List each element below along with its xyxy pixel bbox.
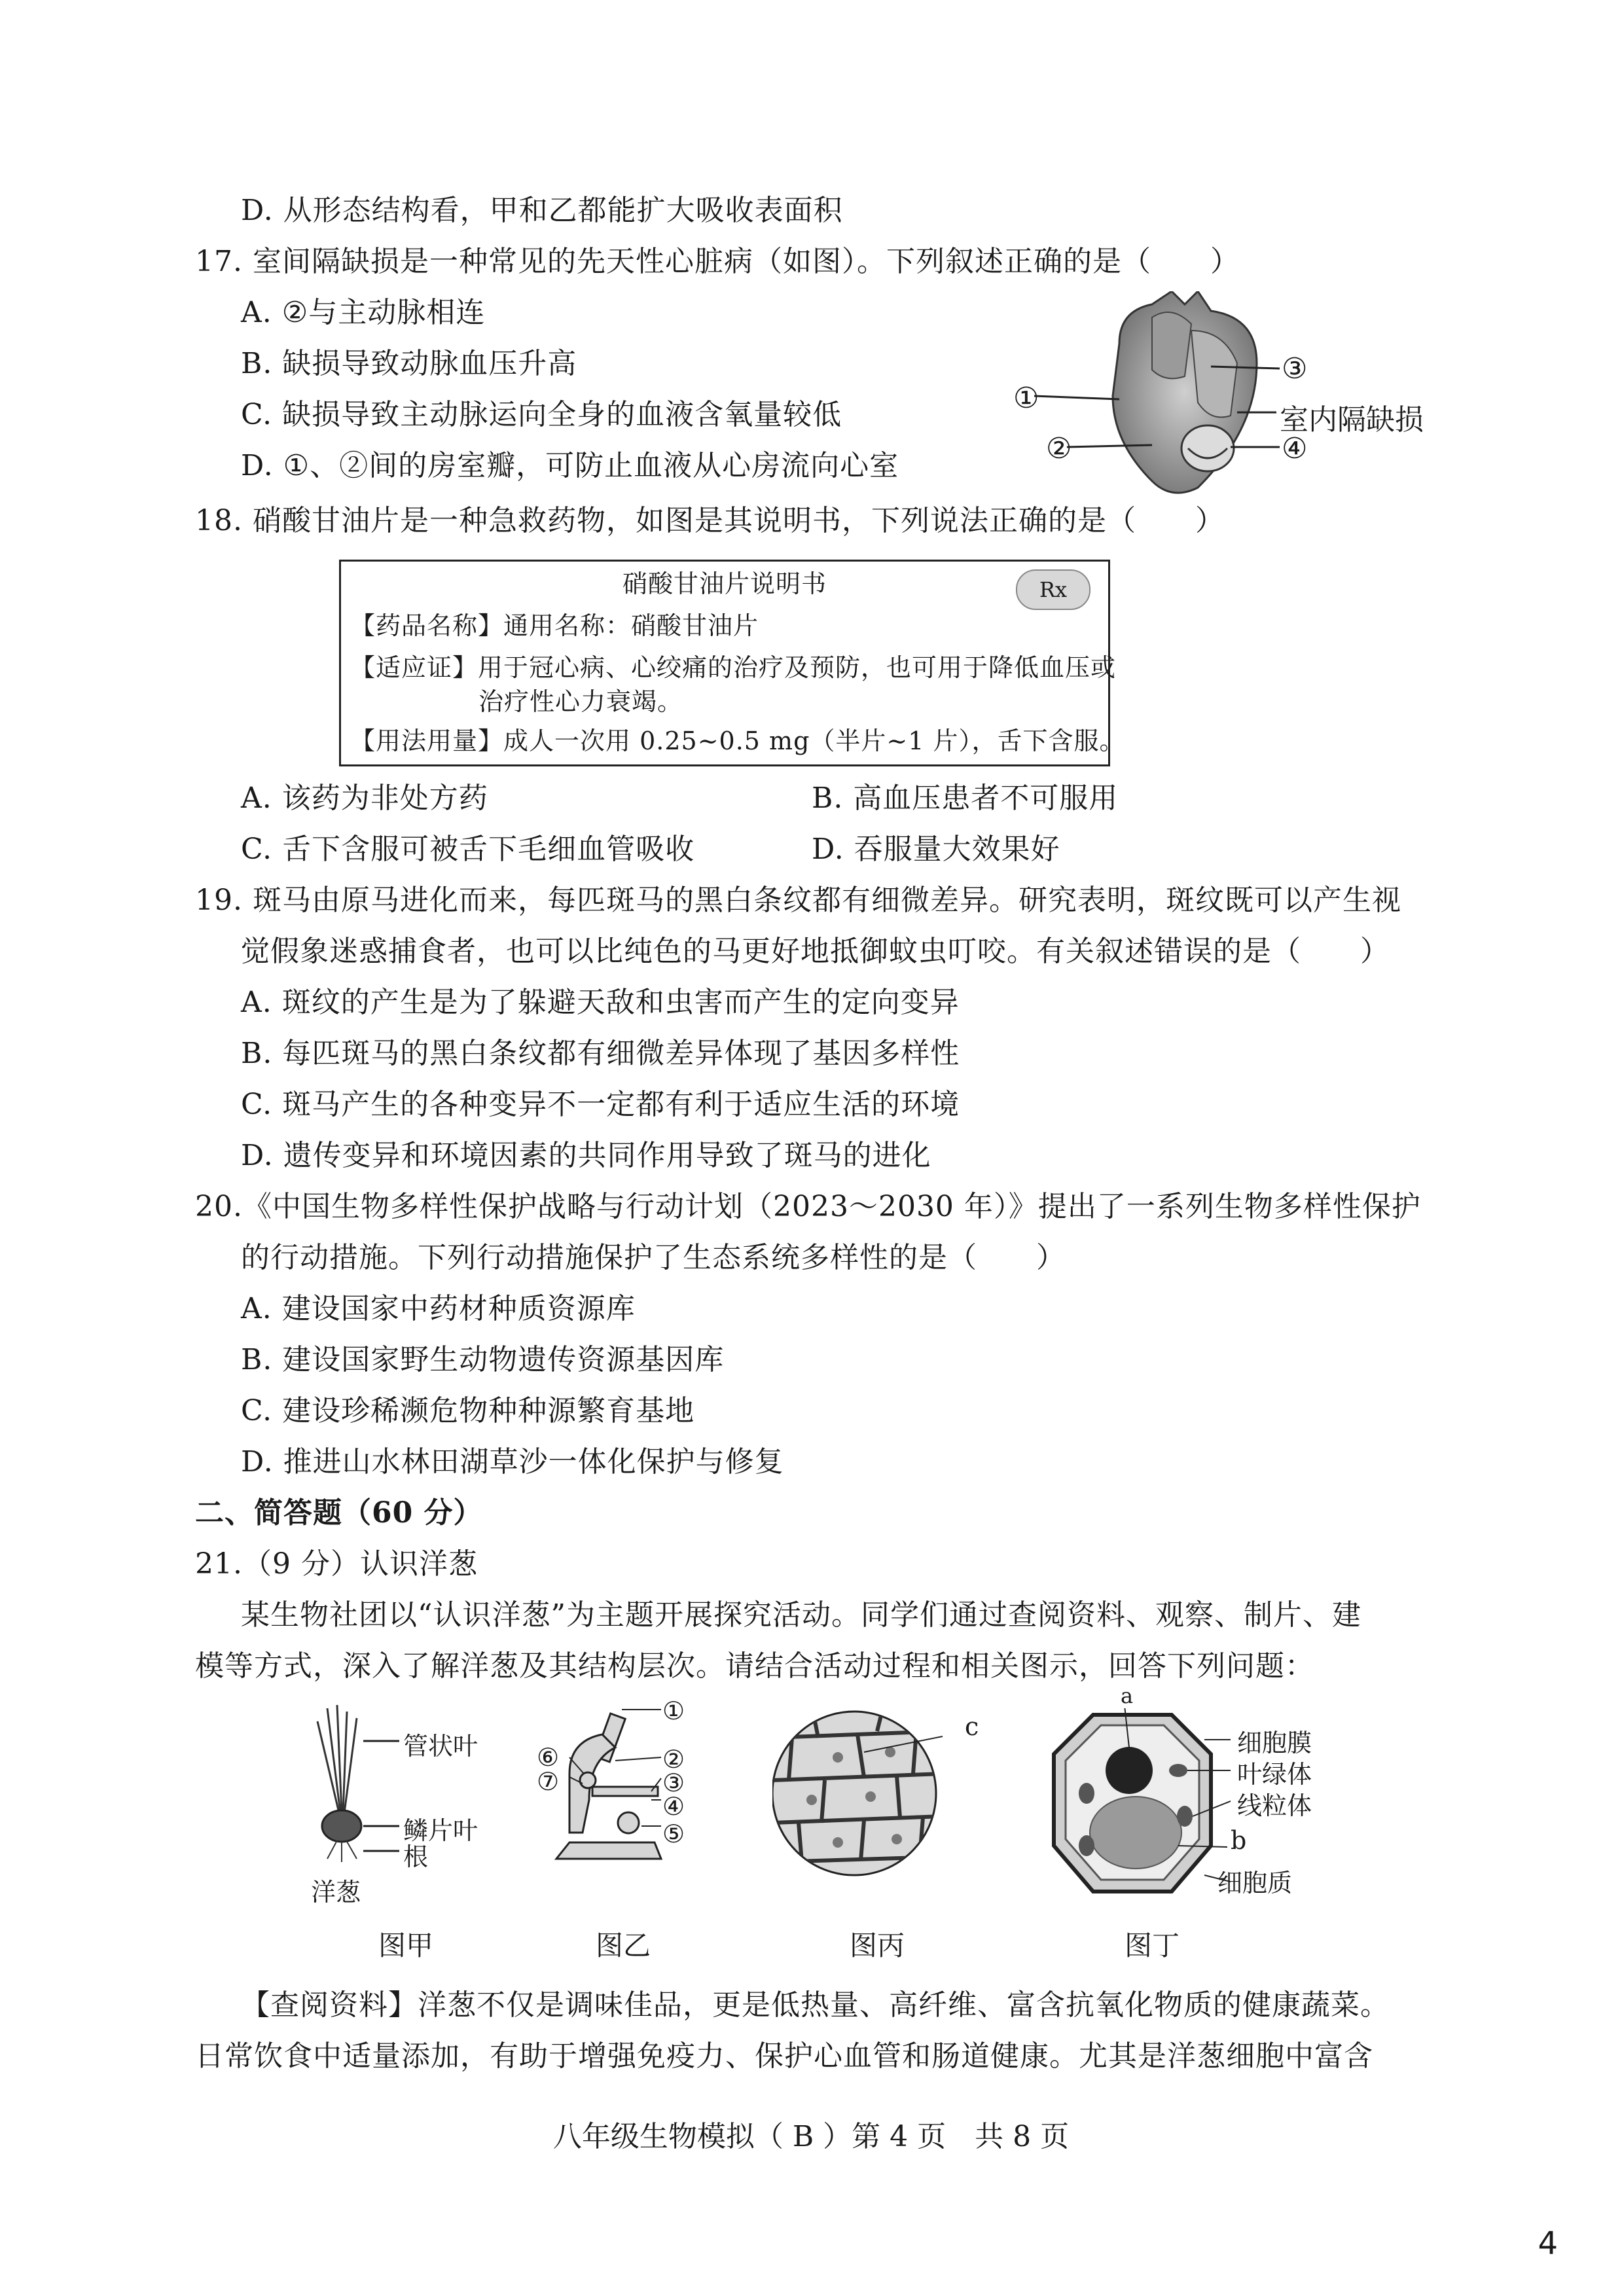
microscope-label-7: ⑦ bbox=[537, 1767, 560, 1796]
q21-info-line1: 【查阅资料】洋葱不仅是调味佳品，更是低热量、高纤维、富含抗氧化物质的健康蔬菜。 bbox=[241, 1988, 1390, 2022]
drug-instruction-box bbox=[339, 560, 1125, 766]
q20-option-b: B. 建设国家野生动物遗传资源基因库 bbox=[241, 1343, 725, 1376]
q17-option-b: B. 缺损导致动脉血压升高 bbox=[241, 347, 577, 380]
cell-label-b: b bbox=[1231, 1826, 1247, 1855]
q18-option-d: D. 吞服量大效果好 bbox=[812, 833, 1060, 866]
q19-option-a: A. 斑纹的产生是为了躲避天敌和虫害而产生的定向变异 bbox=[241, 986, 960, 1019]
q20-option-d: D. 推进山水林田湖草沙一体化保护与修复 bbox=[241, 1445, 784, 1479]
q19-option-c: C. 斑马产生的各种变异不一定都有利于适应生活的环境 bbox=[241, 1088, 960, 1121]
figure-bing-caption: 图丙 bbox=[850, 1929, 905, 1962]
microscope-label-4: ④ bbox=[662, 1792, 685, 1821]
cells-label-c: c bbox=[965, 1712, 979, 1741]
microscope-illustration bbox=[530, 1702, 727, 1892]
heart-label-1: ① bbox=[1013, 382, 1039, 415]
microscope-label-1: ① bbox=[662, 1696, 685, 1725]
q20-stem-line1: 20.《中国生物多样性保护战略与行动计划（2023～2030 年）》提出了一系列生物多样性保护 bbox=[195, 1190, 1421, 1223]
q18-option-c: C. 舌下含服可被舌下毛细血管吸收 bbox=[241, 833, 695, 866]
instruction-line-dosage: 【用法用量】成人一次用 0.25~0.5 mg（半片~1 片），舌下含服。 bbox=[350, 726, 1125, 755]
instruction-title: 硝酸甘油片说明书 bbox=[622, 569, 827, 598]
q18-option-b: B. 高血压患者不可服用 bbox=[812, 781, 1119, 815]
q18-option-a: A. 该药为非处方药 bbox=[241, 781, 488, 815]
page-footer: 八年级生物模拟（ B ）第 4 页 共 8 页 bbox=[552, 2120, 1070, 2153]
heart-label-2: ② bbox=[1046, 432, 1072, 465]
onion-cells-microscope-view bbox=[772, 1705, 943, 1882]
page-number: 4 bbox=[1538, 2225, 1558, 2262]
onion-label-scale-leaf: 鳞片叶 bbox=[403, 1816, 478, 1845]
cell-label-cytoplasm: 细胞质 bbox=[1217, 1869, 1293, 1897]
microscope-label-2: ② bbox=[662, 1745, 685, 1774]
figure-jia-caption: 图甲 bbox=[378, 1929, 434, 1962]
onion-label-onion: 洋葱 bbox=[311, 1878, 361, 1907]
q20-stem-line2: 的行动措施。下列行动措施保护了生态系统多样性的是（ ） bbox=[241, 1241, 1066, 1274]
heart-label-3: ③ bbox=[1282, 352, 1308, 386]
q17-option-a: A. ②与主动脉相连 bbox=[241, 296, 486, 329]
q19-option-d: D. 遗传变异和环境因素的共同作用导致了斑马的进化 bbox=[241, 1139, 931, 1172]
microscope-label-6: ⑥ bbox=[537, 1743, 560, 1772]
figure-ding-caption: 图丁 bbox=[1125, 1929, 1180, 1962]
cell-label-chloroplast: 叶绿体 bbox=[1237, 1760, 1312, 1789]
q21-intro-line2: 模等方式，深入了解洋葱及其结构层次。请结合活动过程和相关图示，回答下列问题： bbox=[195, 1649, 1314, 1683]
q16-option-d: D. 从形态结构看，甲和乙都能扩大吸收表面积 bbox=[241, 194, 843, 227]
q17-option-d: D. ①、②间的房室瓣，可防止血液从心房流向心室 bbox=[241, 449, 899, 482]
q17-stem: 17. 室间隔缺损是一种常见的先天性心脏病（如图）。下列叙述正确的是（ ） bbox=[195, 245, 1240, 278]
q17-option-c: C. 缺损导致主动脉运向全身的血液含氧量较低 bbox=[241, 398, 842, 431]
section-title: 二、简答题（60 分） bbox=[195, 1496, 483, 1530]
plant-cell-model bbox=[1047, 1708, 1231, 1905]
figure-yi-caption: 图乙 bbox=[596, 1929, 651, 1962]
cell-label-membrane: 细胞膜 bbox=[1237, 1729, 1312, 1757]
onion-label-tubular-leaf: 管状叶 bbox=[403, 1732, 478, 1761]
instruction-line-indication-cont: 治疗性心力衰竭。 bbox=[478, 687, 683, 716]
q21-info-line2: 日常饮食中适量添加，有助于增强免疫力、保护心血管和肠道健康。尤其是洋葱细胞中富含 bbox=[195, 2039, 1373, 2073]
q21-title: 21.（9 分）认识洋葱 bbox=[195, 1547, 478, 1581]
onion-label-root: 根 bbox=[403, 1842, 429, 1871]
cell-label-mitochondria: 线粒体 bbox=[1237, 1791, 1312, 1820]
q19-stem-line2: 觉假象迷惑捕食者，也可以比纯色的马更好地抵御蚊虫叮咬。有关叙述错误的是（ ） bbox=[241, 935, 1390, 968]
q18-stem: 18. 硝酸甘油片是一种急救药物，如图是其说明书，下列说法正确的是（ ） bbox=[195, 504, 1225, 537]
q21-intro-line1: 某生物社团以“认识洋葱”为主题开展探究活动。同学们通过查阅资料、观察、制片、建 bbox=[241, 1598, 1361, 1632]
q19-option-b: B. 每匹斑马的黑白条纹都有细微差异体现了基因多样性 bbox=[241, 1037, 960, 1070]
q20-option-a: A. 建设国家中药材种质资源库 bbox=[241, 1292, 636, 1325]
heart-label-septal-defect: 室内隔缺损 bbox=[1280, 403, 1424, 437]
rx-badge: Rx bbox=[1016, 569, 1090, 610]
q20-option-c: C. 建设珍稀濒危物种种源繁育基地 bbox=[241, 1394, 695, 1427]
microscope-label-5: ⑤ bbox=[662, 1820, 685, 1848]
instruction-line-name: 【药品名称】通用名称：硝酸甘油片 bbox=[350, 611, 759, 640]
cell-label-a: a bbox=[1121, 1683, 1134, 1708]
instruction-line-indication: 【适应证】用于冠心病、心绞痛的治疗及预防，也可用于降低血压或 bbox=[350, 653, 1117, 682]
microscope-label-3: ③ bbox=[662, 1768, 685, 1797]
heart-label-4: ④ bbox=[1282, 432, 1308, 465]
q19-stem-line1: 19. 斑马由原马进化而来，每匹斑马的黑白条纹都有细微差异。研究表明，斑纹既可以产生视 bbox=[195, 884, 1401, 917]
